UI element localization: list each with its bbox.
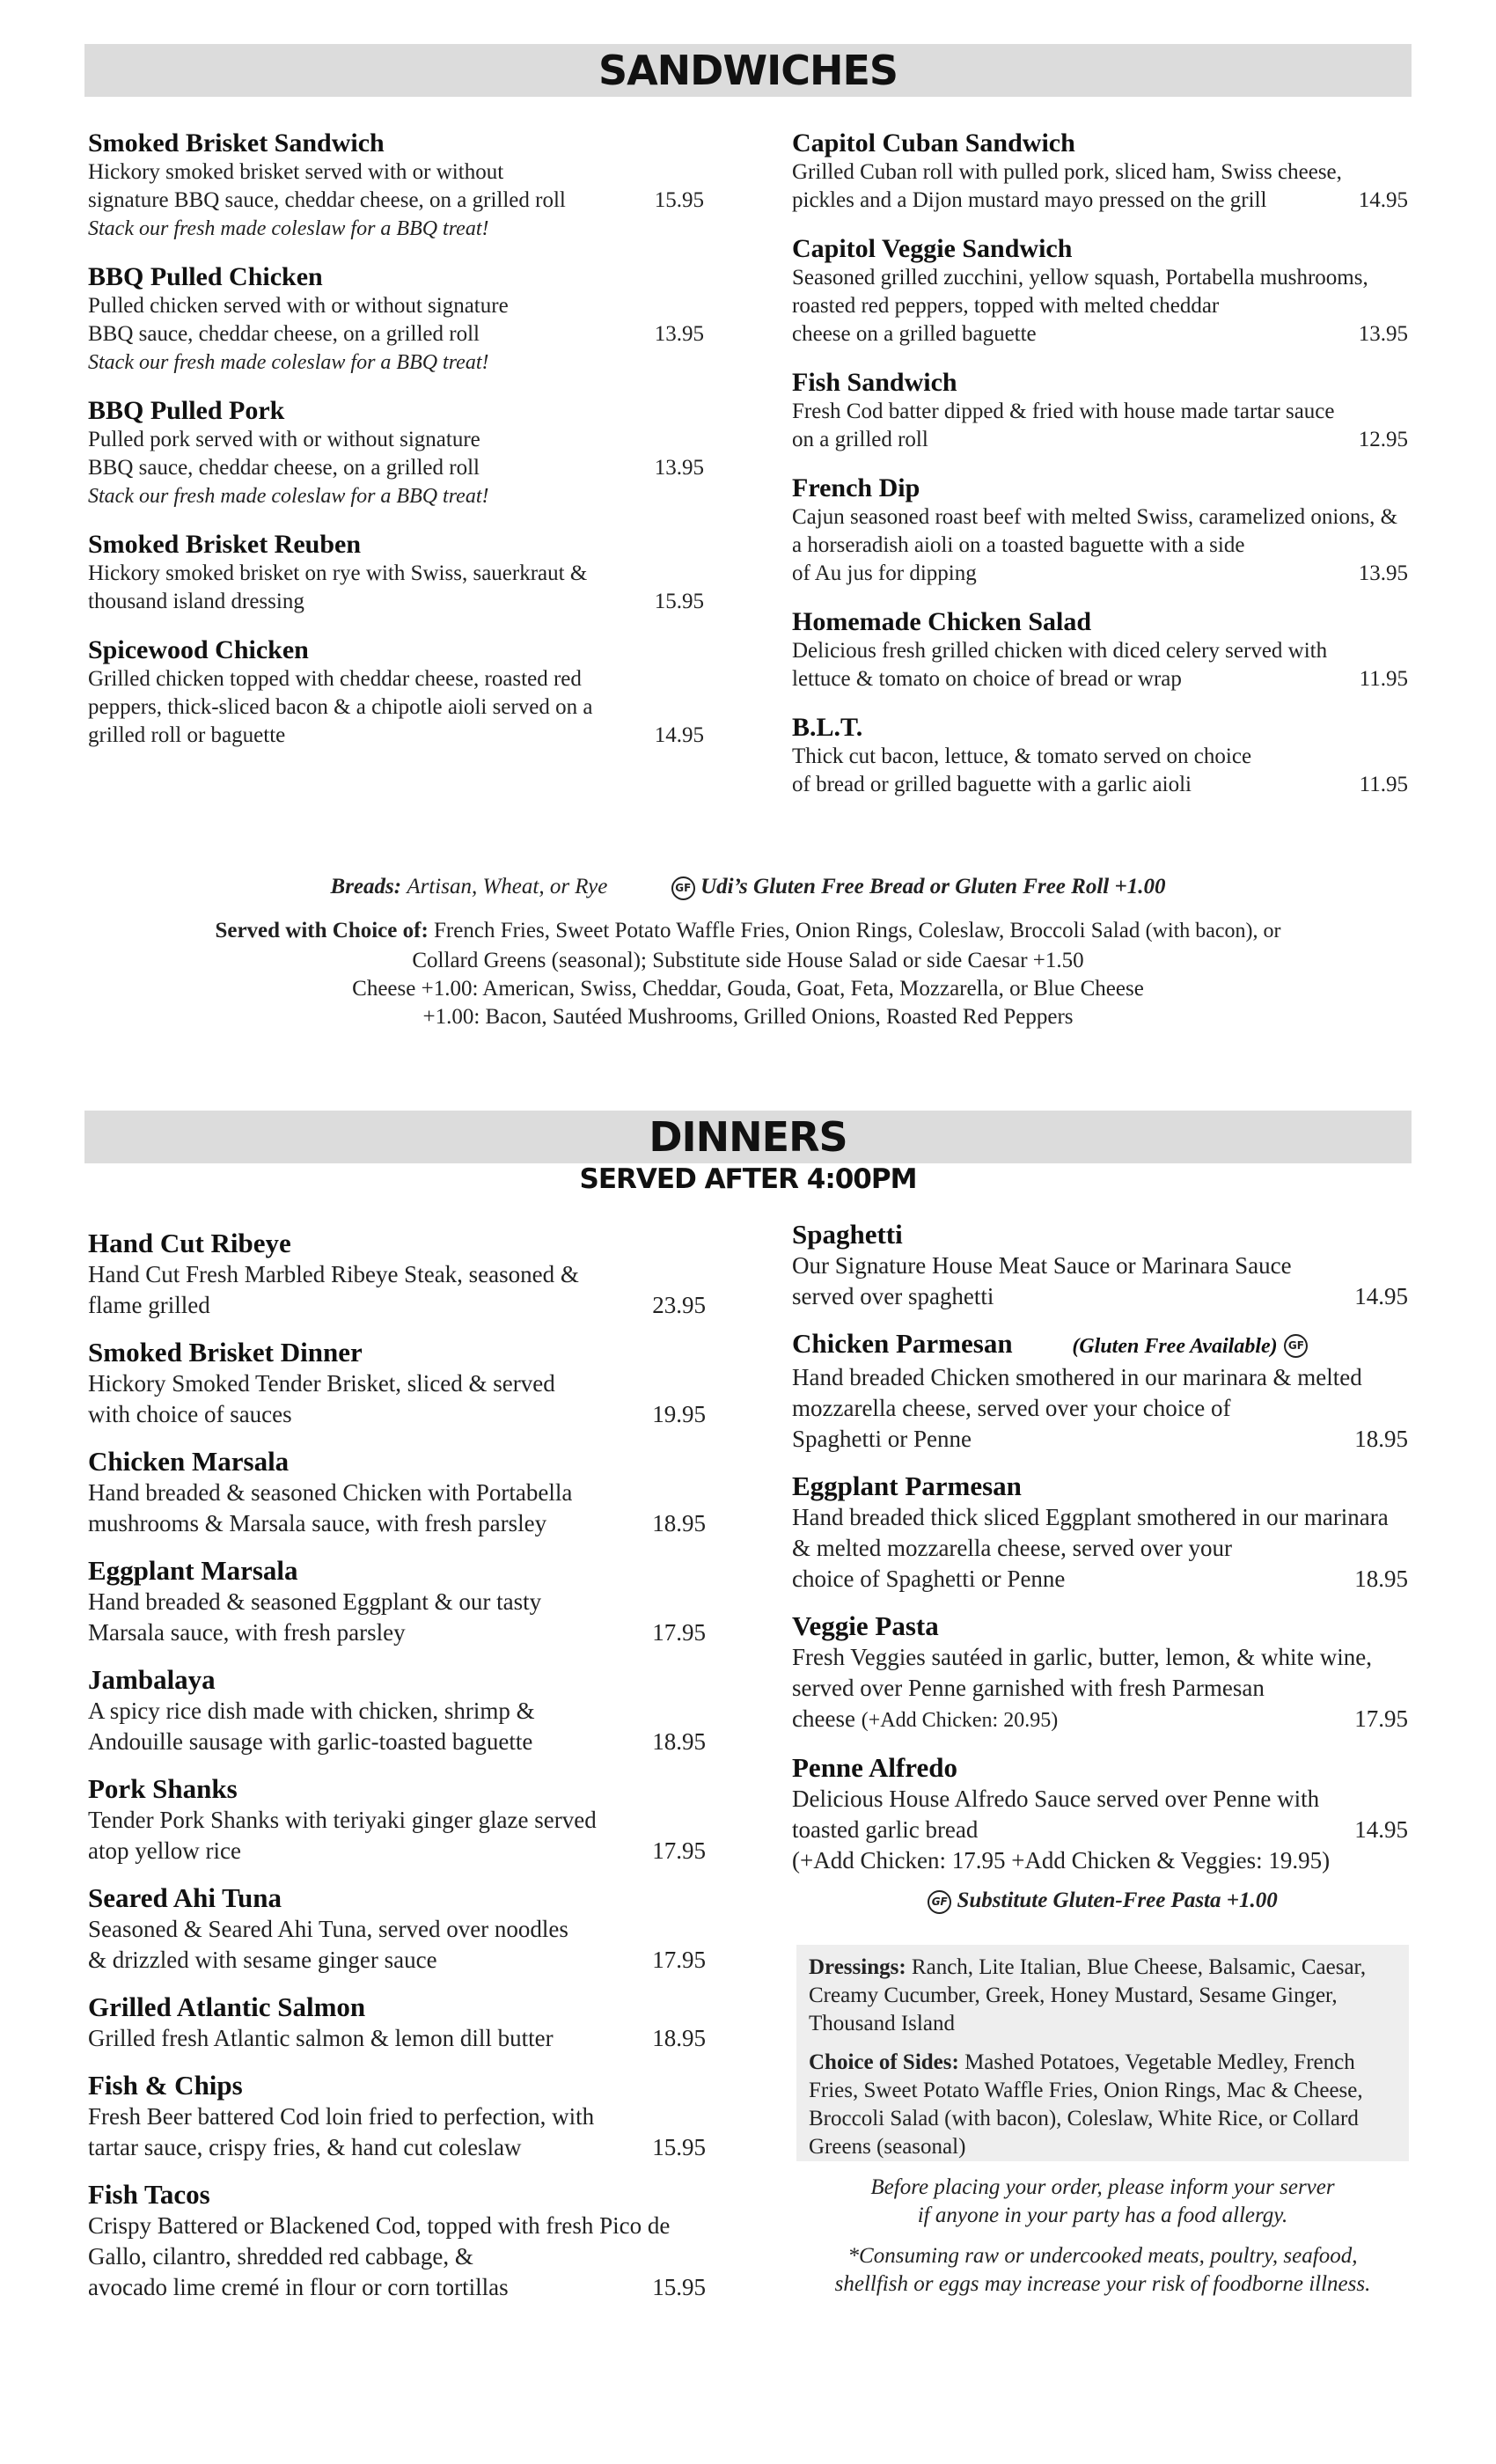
- sandwiches-banner: [84, 44, 1412, 97]
- item-description-last: 12.95 on a grilled roll: [792, 426, 1408, 454]
- item-note: Stack our fresh made coleslaw for a BBQ treat!: [88, 351, 489, 374]
- menu-item: [88, 635, 704, 750]
- item-note: Stack our fresh made coleslaw for a BBQ treat!: [88, 217, 489, 240]
- menu-item: [792, 1610, 1408, 1736]
- menu-item: [88, 1555, 706, 1648]
- item-name: Pork Shanks: [88, 1773, 238, 1804]
- warning-line-2: shellfish or eggs may increase your risk of foodborne illness.: [834, 2272, 1371, 2296]
- item-name: Jambalaya: [88, 1664, 216, 1695]
- item-description: Hickory smoked brisket on rye with Swiss, sauerkraut &: [88, 561, 588, 585]
- menu-item: [792, 1328, 1408, 1455]
- item-price: 23.95: [652, 1292, 706, 1318]
- menu-item: [88, 128, 704, 243]
- item-price: 18.95: [652, 1510, 706, 1536]
- menu-item: [88, 1664, 706, 1757]
- item-description-last: 23.95 flame grilled: [88, 1290, 706, 1321]
- item-name: Smoked Brisket Reuben: [88, 530, 362, 559]
- menu-item: [88, 262, 704, 377]
- gluten-free-tag: (Gluten Free Available): [1072, 1335, 1278, 1358]
- item-description: Hickory Smoked Tender Brisket, sliced & served: [88, 1370, 555, 1397]
- menu-item: [792, 1219, 1408, 1312]
- item-description: Fresh Beer battered Cod loin fried to perfection, with: [88, 2103, 595, 2130]
- menu-item: [88, 2070, 706, 2163]
- item-description: Pulled chicken served with or without signature: [88, 294, 509, 318]
- menu-item: [792, 1752, 1408, 1876]
- allergy-line-2: if anyone in your party has a food allergy.: [917, 2204, 1288, 2227]
- item-description-last: 15.95 thousand island dressing: [88, 588, 704, 616]
- item-description: Thick cut bacon, lettuce, & tomato served on choice: [792, 744, 1252, 768]
- item-description-last: 19.95 with choice of sauces: [88, 1399, 706, 1430]
- dressings-sides-box: [796, 1945, 1409, 2161]
- item-name: Eggplant Marsala: [88, 1555, 298, 1586]
- item-description: Hand breaded thick sliced Eggplant smothered in our marinara & melted mozzarella cheese, served over your: [792, 1504, 1389, 1561]
- consumption-warning: [796, 2242, 1409, 2299]
- item-price: 15.95: [654, 188, 704, 212]
- item-price: 18.95: [652, 2025, 706, 2051]
- menu-item: [792, 128, 1408, 215]
- dinners-title: DINNERS: [649, 1113, 847, 1161]
- item-price: 13.95: [1358, 561, 1408, 585]
- sides-text: Mashed Potatoes, Vegetable Medley, French Fries, Sweet Potato Waffle Fries, Onion Rings, Mac & Cheese, Broccoli Salad (with bacon), Coleslaw, White Rice, or Collard Greens (seasonal): [809, 2050, 1363, 2159]
- item-price: 18.95: [1354, 1426, 1408, 1452]
- item-name: Smoked Brisket Sandwich: [88, 128, 385, 158]
- menu-item: [88, 1337, 706, 1430]
- served-line-2: Collard Greens (seasonal); Substitute side House Salad or side Caesar +1.50: [412, 949, 1084, 972]
- gluten-free-pasta-line: [796, 1887, 1409, 1915]
- item-description: Crispy Battered or Blackened Cod, topped with fresh Pico de Gallo, cilantro, shredded red cabbage, &: [88, 2212, 671, 2270]
- menu-item: [88, 2179, 706, 2303]
- item-name: Chicken Parmesan (Gluten Free Available) GF: [792, 1328, 1408, 1362]
- item-description-last: 13.95 cheese on a grilled baguette: [792, 320, 1408, 348]
- gluten-free-pasta: Substitute Gluten-Free Pasta +1.00: [957, 1888, 1278, 1912]
- item-name: Chicken Marsala: [88, 1446, 290, 1477]
- item-name: BBQ Pulled Pork: [88, 396, 285, 425]
- item-price: 14.95: [1358, 188, 1408, 212]
- dressings: [809, 1954, 1397, 2038]
- item-name: Penne Alfredo: [792, 1752, 957, 1783]
- item-name: Hand Cut Ribeye: [88, 1228, 291, 1258]
- gluten-free-icon: GF: [671, 876, 695, 900]
- item-price: 14.95: [1354, 1816, 1408, 1843]
- item-price: 11.95: [1359, 773, 1408, 796]
- menu-item: [792, 713, 1408, 799]
- item-description: Hand breaded Chicken smothered in our marinara & melted mozzarella cheese, served over your choice of: [792, 1364, 1362, 1421]
- item-price: 17.95: [652, 1837, 706, 1864]
- item-price: 13.95: [654, 456, 704, 480]
- item-price: 14.95: [1354, 1283, 1408, 1309]
- item-name: Homemade Chicken Salad: [792, 607, 1092, 636]
- item-price: 12.95: [1358, 428, 1408, 451]
- served-label: Served with Choice of:: [215, 919, 429, 942]
- served-text: French Fries, Sweet Potato Waffle Fries, Onion Rings, Coleslaw, Broccoli Salad: [434, 919, 1140, 942]
- item-price: 15.95: [654, 590, 704, 613]
- item-name: Seared Ahi Tuna: [88, 1882, 282, 1913]
- item-price: 14.95: [654, 723, 704, 747]
- item-price: 18.95: [652, 1728, 706, 1755]
- item-name: French Dip: [792, 473, 920, 502]
- item-description: Cajun seasoned roast beef with melted Swiss, caramelized onions, & a horseradish aioli on a toasted baguette with a side: [792, 505, 1398, 557]
- item-price: 13.95: [1358, 322, 1408, 346]
- item-description: Fresh Cod batter dipped & fried with house made tartar sauce: [792, 400, 1335, 423]
- item-description-last: 15.95 avocado lime cremé in flour or corn tortillas: [88, 2272, 706, 2303]
- add-ons-note: (+Add Chicken: 17.95 +Add Chicken & Veggies: 19.95): [792, 1847, 1331, 1874]
- menu-item: [792, 607, 1408, 693]
- item-description: Grilled Cuban roll with pulled pork, sliced ham, Swiss cheese,: [792, 160, 1342, 184]
- item-name: Eggplant Parmesan: [792, 1470, 1022, 1501]
- item-description: Hand breaded & seasoned Chicken with Portabella: [88, 1479, 573, 1506]
- item-description-last: 18.95 Andouille sausage with garlic-toasted baguette: [88, 1727, 706, 1757]
- item-description-last: 11.95 lettuce & tomato on choice of bread or wrap: [792, 665, 1408, 693]
- item-name: Fish Tacos: [88, 2179, 210, 2210]
- item-description: Delicious fresh grilled chicken with diced celery served with: [792, 639, 1328, 663]
- allergy-line-1: Before placing your order, please inform your server: [870, 2175, 1335, 2199]
- menu-item: [792, 1470, 1408, 1595]
- warning-line-1: *Consuming raw or undercooked meats, poultry, seafood,: [847, 2244, 1358, 2268]
- choice-of-sides: [809, 2049, 1397, 2161]
- item-description: Our Signature House Meat Sauce or Marinara Sauce: [792, 1252, 1292, 1279]
- item-name: B.L.T.: [792, 713, 863, 742]
- item-description-last: 18.95 choice of Spaghetti or Penne: [792, 1564, 1408, 1595]
- add-chicken-note: (+Add Chicken: 20.95): [861, 1709, 1059, 1732]
- menu-item: [88, 396, 704, 510]
- item-description-last: 11.95 of bread or grilled baguette with a garlic aioli: [792, 771, 1408, 799]
- menu-item: [88, 1882, 706, 1976]
- sandwiches-title: SANDWICHES: [598, 47, 898, 94]
- item-name: Grilled Atlantic Salmon: [88, 1991, 366, 2022]
- menu-item: [792, 368, 1408, 454]
- item-price: 11.95: [1359, 667, 1408, 691]
- menu-item: [88, 1991, 706, 2054]
- item-description: Hickory smoked brisket served with or without: [88, 160, 504, 184]
- item-description-last: 13.95 BBQ sauce, cheddar cheese, on a grilled roll: [88, 320, 704, 348]
- item-price: 17.95: [652, 1619, 706, 1646]
- item-description: Seasoned & Seared Ahi Tuna, served over noodles: [88, 1916, 568, 1942]
- dinners-left-column: [88, 1228, 706, 2319]
- item-description: Delicious House Alfredo Sauce served over Penne with: [792, 1786, 1320, 1812]
- gluten-free-bread: Udi’s Gluten Free Bread or Gluten Free Roll +1.00: [700, 875, 1166, 898]
- item-price: 15.95: [652, 2274, 706, 2300]
- item-price: 18.95: [1354, 1566, 1408, 1592]
- item-description-last: 14.95 grilled roll or baguette: [88, 722, 704, 750]
- item-price: 13.95: [654, 322, 704, 346]
- sandwiches-right-column: [792, 128, 1408, 818]
- item-description-last: 13.95 of Au jus for dipping: [792, 560, 1408, 588]
- item-description-last: 14.95 served over spaghetti: [792, 1281, 1408, 1312]
- menu-item: [88, 1773, 706, 1866]
- item-description-last: 17.95 atop yellow rice: [88, 1836, 706, 1866]
- item-price: 17.95: [1354, 1705, 1408, 1732]
- gluten-free-icon: GF: [928, 1890, 951, 1914]
- item-price: 17.95: [652, 1947, 706, 1973]
- item-name: Fish Sandwich: [792, 368, 957, 397]
- cheese-line: Cheese +1.00: American, Swiss, Cheddar, Gouda, Goat, Feta, Mozzarella, or Blue Cheese: [352, 977, 1144, 1001]
- item-note: Stack our fresh made coleslaw for a BBQ treat!: [88, 485, 489, 508]
- sandwiches-left-column: [88, 128, 704, 769]
- item-name: Capitol Veggie Sandwich: [792, 234, 1073, 263]
- dinners-subtitle: SERVED AFTER 4:00PM: [579, 1163, 917, 1195]
- item-description-last: 18.95 Grilled fresh Atlantic salmon & lemon dill butter: [88, 2023, 706, 2054]
- item-description-last: 18.95 mushrooms & Marsala sauce, with fresh parsley: [88, 1508, 706, 1539]
- gluten-free-icon: GF: [1284, 1334, 1308, 1358]
- item-description-last: 15.95 signature BBQ sauce, cheddar cheese, on a grilled roll: [88, 187, 704, 215]
- item-name: BBQ Pulled Chicken: [88, 262, 323, 291]
- item-description: A spicy rice dish made with chicken, shrimp &: [88, 1698, 535, 1724]
- item-name: Veggie Pasta: [792, 1610, 939, 1641]
- menu-item: [792, 234, 1408, 348]
- allergy-note: [796, 2174, 1409, 2230]
- item-description-last: 14.95 toasted garlic bread: [792, 1815, 1408, 1845]
- addons-line: +1.00: Bacon, Sautéed Mushrooms, Grilled Onions, Roasted Red Peppers: [422, 1005, 1074, 1029]
- item-description-last: 18.95 Spaghetti or Penne: [792, 1424, 1408, 1455]
- item-name: Capitol Cuban Sandwich: [792, 128, 1075, 158]
- item-name: Fish & Chips: [88, 2070, 243, 2101]
- item-description: Grilled chicken topped with cheddar cheese, roasted red peppers, thick-sliced bacon & a chipotle aioli served on a: [88, 667, 593, 719]
- item-price: 15.95: [652, 2134, 706, 2160]
- dressings-text: Ranch, Lite Italian, Blue Cheese, Balsamic, Caesar, Creamy Cucumber, Greek, Honey Mustard, Sesame Ginger, Thousand Island: [809, 1955, 1367, 2035]
- breads-label: Breads:: [330, 875, 402, 898]
- item-description-last: 17.95 & drizzled with sesame ginger sauce: [88, 1945, 706, 1976]
- menu-item: [88, 1228, 706, 1321]
- menu-item: [88, 1446, 706, 1539]
- item-description: Tender Pork Shanks with teriyaki ginger glaze served: [88, 1807, 597, 1833]
- item-price: 19.95: [652, 1401, 706, 1427]
- breads-text: Artisan, Wheat, or Rye: [407, 875, 608, 898]
- served-with-line: [84, 917, 1412, 945]
- item-description-last: 17.95 Marsala sauce, with fresh parsley: [88, 1617, 706, 1648]
- dinners-banner: [84, 1111, 1412, 1163]
- item-description-last: 17.95 cheese (+Add Chicken: 20.95): [792, 1704, 1408, 1736]
- item-description-last: 15.95 tartar sauce, crispy fries, & hand cut coleslaw: [88, 2132, 706, 2163]
- item-description-last: 14.95 pickles and a Dijon mustard mayo pressed on the grill: [792, 187, 1408, 215]
- item-name: Smoked Brisket Dinner: [88, 1337, 363, 1368]
- item-description-last: 13.95 BBQ sauce, cheddar cheese, on a grilled roll: [88, 454, 704, 482]
- item-description: Pulled pork served with or without signature: [88, 428, 480, 451]
- dinners-right-column: [792, 1219, 1408, 1892]
- sides-label: Choice of Sides:: [809, 2050, 959, 2074]
- dressings-label: Dressings:: [809, 1955, 906, 1979]
- item-description: Hand Cut Fresh Marbled Ribeye Steak, seasoned &: [88, 1261, 579, 1287]
- served-note: (with bacon), or: [1145, 920, 1281, 942]
- item-name: Spaghetti: [792, 1219, 903, 1250]
- breads-line: [84, 873, 1412, 901]
- item-description: Seasoned grilled zucchini, yellow squash, Portabella mushrooms, roasted red peppers, topped with melted cheddar: [792, 266, 1368, 318]
- item-name: Spicewood Chicken: [88, 635, 309, 664]
- menu-item: [88, 530, 704, 616]
- item-description: Fresh Veggies sautéed in garlic, butter, lemon, & white wine, served over Penne garnished with fresh Parmesan: [792, 1644, 1373, 1701]
- item-description: Hand breaded & seasoned Eggplant & our tasty: [88, 1588, 542, 1615]
- menu-item: [792, 473, 1408, 588]
